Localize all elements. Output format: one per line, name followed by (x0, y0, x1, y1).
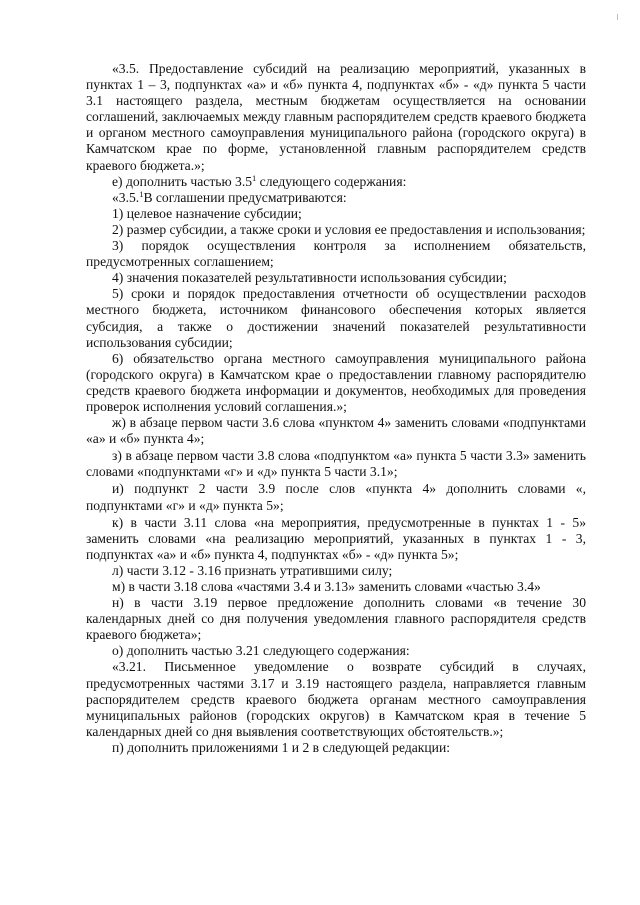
paragraph-3-5-1-number: «3.5. (112, 189, 140, 205)
paragraph-item-zh: ж) в абзаце первом части 3.6 слова «пунктом 4» заменить словами «подпунктами «а» и «б» пункта 4»; (86, 415, 586, 447)
scan-mark (617, 14, 618, 20)
paragraph-item-l: л) части 3.12 - 3.16 признать утратившими силу; (112, 562, 393, 578)
paragraph-item-k: к) в части 3.11 слова «на мероприятия, предусмотренные в пунктах 1 - 5» заменить словами «на реализацию мероприятий, указанных в пунктах 1 - 3, подпунктах «а» и «б» пункта 4, подпунктах «б» - «д» пункта 5»; (86, 514, 586, 562)
paragraph-item-p: п) дополнить приложениями 1 и 2 в следующей редакции: (112, 739, 450, 755)
paragraph-3-5-1-text: В соглашении предусматриваются: (143, 189, 347, 205)
list-item-3: 3) порядок осуществления контроля за исполнением обязательств, предусмотренных соглашением; (86, 238, 586, 270)
list-item-2: 2) размер субсидии, а также сроки и условия ее предоставления и использования; (112, 221, 586, 237)
paragraph-3-5: «3.5. Предоставление субсидий на реализацию мероприятий, указанных в пунктах 1 – 3, подпунктах «а» и «б» пункта 4, подпунктах «б» - «д» пункта 5 части 3.1 настоящего раздела, местным бюджетам осуществляется на основании соглашений, заключаемых между главным распорядителем средств краевого бюджета и органом местного самоуправления муниципального района (городского округа) в Камчатском крае по форме, установленной главным распорядителем средств краевого бюджета.»; (86, 61, 586, 173)
paragraph-item-n: н) в части 3.19 первое предложение дополнить словами «в течение 30 календарных дней со дня получения уведомления главного распорядителя средств краевого бюджета»; (86, 595, 586, 643)
paragraph-item-e-text: е) дополнить частью 3.5 (112, 173, 253, 189)
paragraph-3-5-1 (86, 190, 586, 206)
paragraph-item-z: з) в абзаце первом части 3.8 слова «подпунктом «а» пункта 5 части 3.3» заменить словами «подпунктами «г» и «д» пункта 5 части 3.1»; (86, 448, 586, 480)
paragraph-item-o: о) дополнить частью 3.21 следующего содержания: (112, 643, 410, 659)
list-item-1: 1) целевое назначение субсидии; (112, 205, 302, 221)
paragraph-item-i: и) подпункт 2 части 3.9 после слов «пункта 4» дополнить словами «, подпунктами «г» и «д» пункта 5»; (86, 481, 586, 513)
paragraph-item-m: м) в части 3.18 слова «частями 3.4 и 3.13» заменить словами «частью 3.4» (112, 579, 541, 594)
list-item-4: 4) значения показателей результативности использования субсидии; (112, 270, 507, 286)
paragraph-3-21: «3.21. Письменное уведомление о возврате субсидий в случаях, предусмотренных частями 3.17 и 3.19 настоящего раздела, направляется главным распорядителем средств краевого бюджета органам местного самоуправления муниципальных районов (городских округов) в Камчатском края в течение 5 календарных дней со дня выявления соответствующих обстоятельств.»; (86, 659, 586, 739)
superscript-1: 1 (252, 172, 257, 183)
document-body (86, 61, 586, 756)
list-item-5: 5) сроки и порядок предоставления отчетности об осуществлении расходов местного бюджета, источником финансового обеспечения которых является субсидия, а также о достижении значений показателей результативности использования субсидии; (86, 286, 586, 350)
paragraph-item-e (86, 174, 586, 190)
paragraph-item-e-tail: следующего содержания: (256, 173, 407, 189)
list-item-6: 6) обязательство органа местного самоуправления муниципального района (городского округа) в Камчатском крае о предоставлении главному распорядителю средств краевого бюджета информации и документов, необходимых для проведения проверок исполнения условий соглашения.»; (86, 350, 586, 414)
superscript-1: 1 (139, 188, 144, 199)
